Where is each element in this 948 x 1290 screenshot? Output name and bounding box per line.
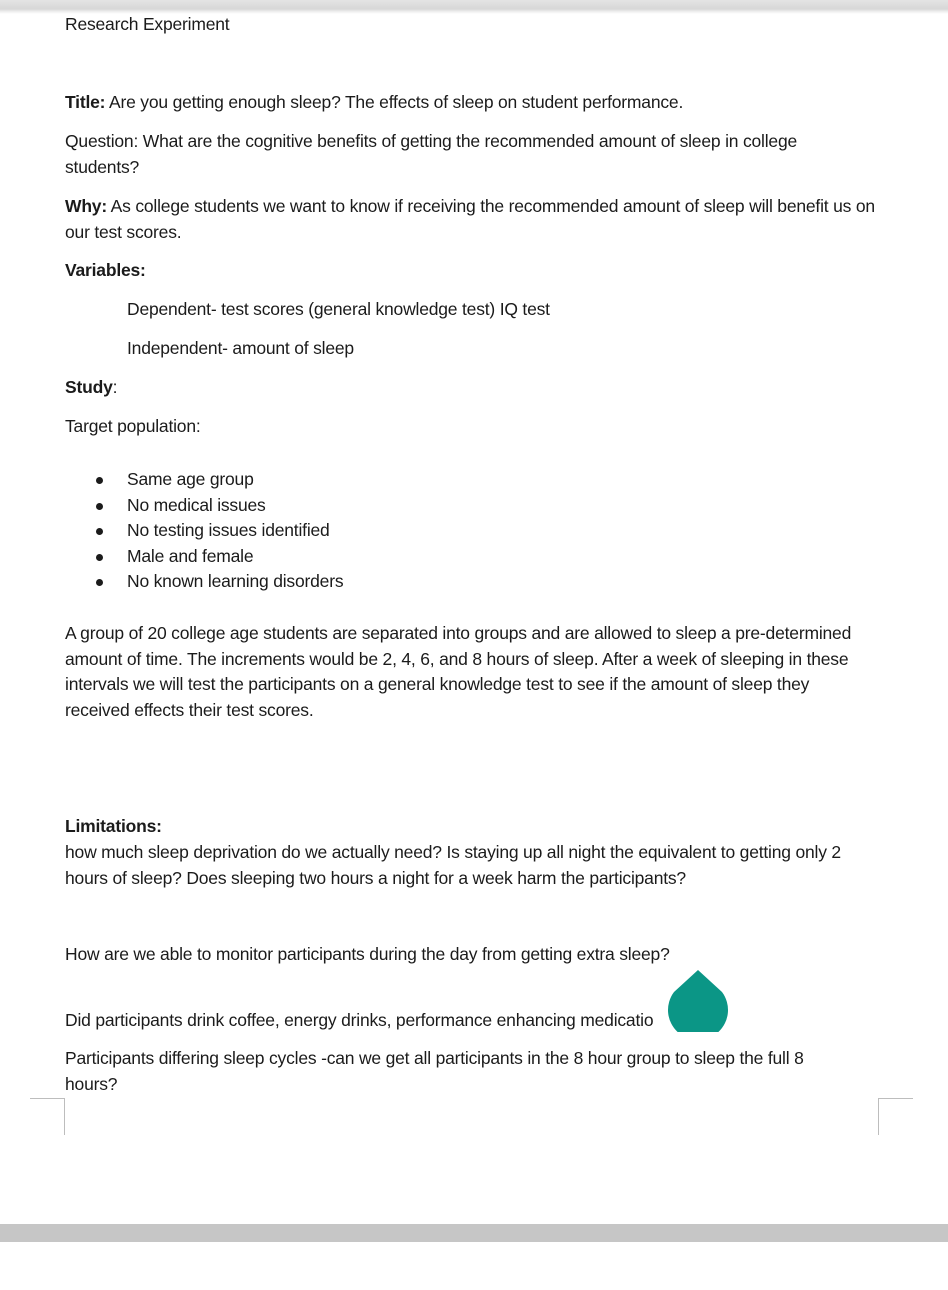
why-text: As college students we want to know if receiving the recommended amount of sleep will benefit us on our test scores. bbox=[65, 196, 875, 242]
list-item-text: Same age group bbox=[127, 469, 254, 489]
monitor-paragraph: How are we able to monitor participants during the day from getting extra sleep? bbox=[65, 944, 670, 964]
why-label: Why: bbox=[65, 196, 107, 216]
bullet-icon bbox=[96, 579, 103, 586]
text-selection-handle-icon[interactable] bbox=[667, 970, 729, 1032]
header-text: Research Experiment bbox=[65, 14, 230, 34]
dependent-variable: Dependent- test scores (general knowledge test) IQ test bbox=[127, 299, 550, 319]
coffee-paragraph: Did participants drink coffee, energy drinks, performance enhancing medicatio bbox=[65, 1010, 654, 1030]
why-paragraph bbox=[65, 194, 875, 245]
crop-mark-left bbox=[30, 1098, 65, 1135]
document-page[interactable] bbox=[0, 14, 948, 1224]
below-page-area bbox=[0, 1242, 948, 1290]
variables-label: Variables: bbox=[65, 260, 146, 280]
study-line bbox=[65, 375, 117, 401]
bottom-bar bbox=[0, 1224, 948, 1242]
study-colon: : bbox=[112, 377, 118, 397]
bullet-icon bbox=[96, 477, 103, 484]
question-paragraph: Question: What are the cognitive benefits of getting the recommended amount of sleep in college students? bbox=[65, 131, 798, 177]
title-line bbox=[65, 90, 875, 116]
bullet-icon bbox=[96, 528, 103, 535]
limitations-paragraph: how much sleep deprivation do we actually need? Is staying up all night the equivalent to getting only 2 hours of sleep? Does sleeping two hours a night for a week harm the participants? bbox=[65, 842, 841, 888]
independent-variable: Independent- amount of sleep bbox=[127, 338, 354, 358]
list-item-text: No medical issues bbox=[127, 494, 266, 515]
list-item-text: No testing issues identified bbox=[127, 520, 330, 541]
sleep-cycles-paragraph: Participants differing sleep cycles -can we get all participants in the 8 hour group to sleep the full 8 hours? bbox=[65, 1048, 804, 1094]
description-paragraph: A group of 20 college age students are separated into groups and are allowed to sleep a pre-determined amount of time. The increments would be 2, 4, 6, and 8 hours of sleep. After a week of sleeping in these intervals we will test the participants on a general knowledge test to see if the amount of sleep they received effects their test scores. bbox=[65, 623, 852, 720]
target-population-label: Target population: bbox=[65, 416, 201, 436]
bullet-icon bbox=[96, 554, 103, 561]
list-item-text: No known learning disorders bbox=[127, 571, 344, 592]
study-label: Study bbox=[65, 377, 113, 397]
crop-mark-right bbox=[878, 1098, 913, 1135]
limitations-label: Limitations: bbox=[65, 816, 162, 836]
title-text: Are you getting enough sleep? The effects of sleep on student performance. bbox=[105, 92, 684, 112]
bullet-icon bbox=[96, 503, 103, 510]
title-label: Title: bbox=[65, 92, 106, 112]
list-item-text: Male and female bbox=[127, 545, 254, 566]
